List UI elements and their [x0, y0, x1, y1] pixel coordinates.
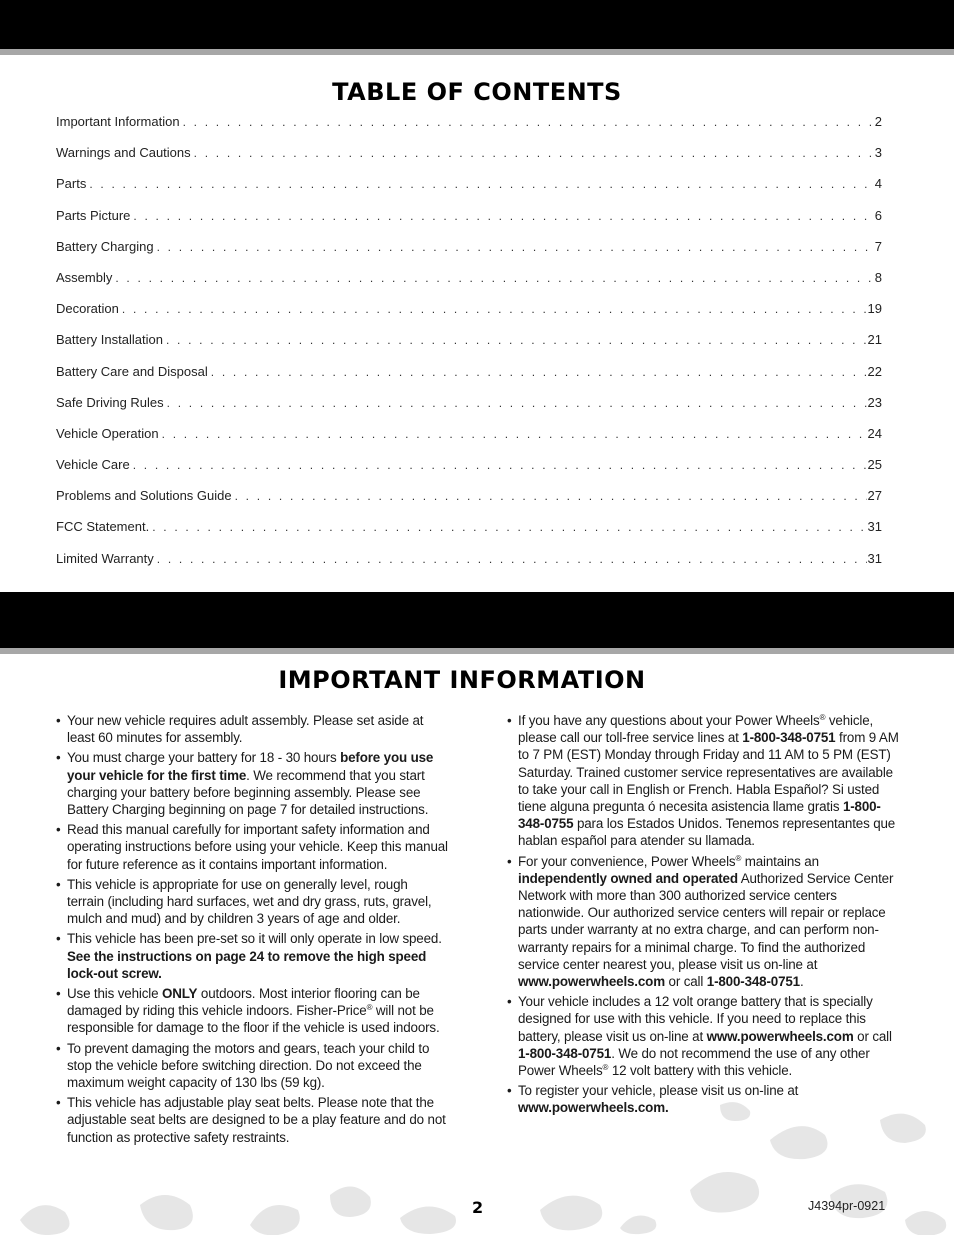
toc-leader-dots — [157, 240, 874, 254]
info-left-column — [56, 712, 448, 1149]
toc-entry[interactable] — [56, 208, 882, 239]
toc-entry-page: 22 — [867, 363, 882, 379]
toc-entry[interactable] — [56, 332, 882, 363]
toc-entry[interactable] — [56, 551, 882, 582]
toc-entry[interactable] — [56, 239, 882, 270]
website-link[interactable]: www.powerwheels.com — [518, 974, 665, 990]
phone-number-link[interactable]: 1-800-348-0751 — [742, 730, 836, 746]
info-bullet: • Your vehicle includes a 12 volt orange battery that is specially designed for use with this vehicle. If you need to replace this battery, please visit us on-line at www.powerwheels.com or call 1-800-348-0751. We do not recommend the use of any other Power Wheels® 12 volt battery with this vehicle. — [507, 993, 903, 1079]
toc-title: TABLE OF CONTENTS — [332, 78, 622, 106]
toc-entry-title: Parts Picture — [56, 207, 131, 223]
toc-leader-dots — [89, 177, 873, 191]
toc-entry-title: Battery Charging — [56, 238, 154, 254]
info-right-column — [507, 712, 903, 1120]
toc-entry-title: Parts — [56, 176, 87, 192]
toc-leader-dots — [166, 333, 867, 347]
toc-entry-page: 4 — [874, 176, 882, 192]
toc-list — [56, 114, 882, 582]
info-bullet: • This vehicle has adjustable play seat belts. Please note that the adjustable seat belts are designed to be a play feature and do not function as protective safety restraints. — [56, 1094, 448, 1146]
toc-entry-title: FCC Statement. — [56, 519, 150, 535]
toc-entry[interactable] — [56, 364, 882, 395]
toc-leader-dots — [167, 396, 867, 410]
toc-leader-dots — [211, 365, 867, 379]
section-divider-stripe — [0, 648, 954, 654]
phone-number-link[interactable]: 1-800-348-0751 — [706, 974, 800, 990]
toc-entry-page: 6 — [874, 207, 882, 223]
toc-leader-dots — [162, 427, 867, 441]
toc-entry-page: 8 — [874, 269, 882, 285]
toc-entry-page: 31 — [867, 550, 882, 566]
toc-entry-title: Limited Warranty — [56, 550, 154, 566]
top-header-stripe — [0, 49, 954, 55]
info-bullet: • This vehicle is appropriate for use on generally level, rough terrain (including hard surfaces, wet and dry grass, ruts, gravel, mulch and mud) and by children 3 years of age and older. — [56, 876, 448, 928]
toc-entry-title: Vehicle Care — [56, 457, 130, 473]
phone-number-link[interactable]: 1-800-348-0755 — [518, 799, 881, 832]
website-link[interactable]: www.powerwheels.com — [706, 1028, 854, 1044]
info-bullet: • This vehicle has been pre-set so it will only operate in low speed. See the instructions on page 24 to remove the high speed lock-out screw. — [56, 930, 448, 982]
toc-entry-title: Problems and Solutions Guide — [56, 488, 232, 504]
document-code: J4394pr-0921 — [808, 1199, 886, 1213]
info-bullet: • To register your vehicle, please visit us on-line at www.powerwheels.com. — [507, 1082, 903, 1116]
toc-entry-page: 19 — [867, 301, 882, 317]
toc-entry-page: 31 — [867, 519, 882, 535]
toc-leader-dots — [194, 146, 874, 160]
toc-leader-dots — [157, 552, 867, 566]
toc-leader-dots — [183, 115, 874, 129]
info-bullet: • Your new vehicle requires adult assembly. Please set aside at least 60 minutes for assembly. — [56, 712, 448, 746]
info-bullet: • Read this manual carefully for important safety information and operating instructions before using your vehicle. Keep this manual for future reference as it contains important information. — [56, 821, 448, 873]
toc-leader-dots — [115, 271, 873, 285]
website-link[interactable]: www.powerwheels.com. — [518, 1100, 669, 1116]
info-bullet: • You must charge your battery for 18 - 30 hours before you use your vehicle for the first time. We recommend that you start charging your battery before beginning assembly. Please see Battery Charging beginning on page 7 for detailed instructions. — [56, 749, 448, 818]
toc-entry-page: 27 — [867, 488, 882, 504]
toc-entry[interactable] — [56, 457, 882, 488]
section-divider-band — [0, 592, 954, 648]
toc-leader-dots — [122, 302, 867, 316]
toc-entry[interactable] — [56, 519, 882, 550]
important-info-title: IMPORTANT INFORMATION — [278, 666, 646, 694]
toc-entry[interactable] — [56, 114, 882, 145]
page-number: 2 — [472, 1198, 484, 1217]
toc-entry[interactable] — [56, 395, 882, 426]
toc-entry-title: Vehicle Operation — [56, 425, 159, 441]
toc-entry[interactable] — [56, 176, 882, 207]
toc-leader-dots — [133, 209, 873, 223]
toc-entry[interactable] — [56, 145, 882, 176]
info-bullet: • Use this vehicle ONLY outdoors. Most interior flooring can be damaged by riding this vehicle indoors. Fisher-Price® will not be responsible for damage to the floor if the vehicle is used indoors. — [56, 985, 448, 1037]
toc-entry-page: 7 — [874, 238, 882, 254]
info-bullet: • For your convenience, Power Wheels® maintains an independently owned and operated Authorized Service Center Network with more than 300 authorized service centers nationwide. Our authorized service centers will repair or replace parts under warranty at no extra charge, and can perform non-warranty repairs for a minimal charge. To find the authorized service center nearest you, please visit us on-line at www.powerwheels.com or call 1-800-348-0751. — [507, 853, 903, 991]
toc-entry-page: 23 — [867, 394, 882, 410]
info-bullet: • To prevent damaging the motors and gears, teach your child to stop the vehicle before switching direction. Do not exceed the maximum weight capacity of 130 lbs (59 kg). — [56, 1040, 448, 1092]
toc-leader-dots — [133, 458, 867, 472]
toc-entry[interactable] — [56, 301, 882, 332]
toc-entry-title: Important Information — [56, 114, 180, 129]
toc-leader-dots — [235, 489, 867, 503]
toc-entry-title: Battery Installation — [56, 332, 163, 348]
toc-entry-title: Decoration — [56, 301, 119, 317]
phone-number-link[interactable]: 1-800-348-0751 — [518, 1045, 612, 1061]
toc-entry-page: 21 — [867, 332, 882, 348]
toc-entry[interactable] — [56, 426, 882, 457]
toc-entry-page: 25 — [867, 457, 882, 473]
toc-entry-title: Battery Care and Disposal — [56, 363, 208, 379]
toc-entry-title: Assembly — [56, 269, 113, 285]
toc-entry-page: 3 — [874, 145, 882, 161]
toc-entry-title: Warnings and Cautions — [56, 145, 191, 161]
top-header-band — [0, 0, 954, 49]
toc-entry[interactable] — [56, 488, 882, 519]
toc-entry[interactable] — [56, 270, 882, 301]
toc-entry-page: 2 — [874, 114, 882, 129]
toc-entry-title: Safe Driving Rules — [56, 394, 164, 410]
toc-entry-page: 24 — [867, 425, 882, 441]
info-bullet: • If you have any questions about your Power Wheels® vehicle, please call our toll-free service lines at 1-800-348-0751 from 9 AM to 7 PM (EST) Monday through Friday and 11 AM to 5 PM (EST) Saturday. Trained customer service representatives are available to take your call in English or French. Habla Español? Si usted tiene alguna pregunta ó necesita asistencia llame gratis 1-800-348-0755 para los Estados Unidos. Tenemos representantes que hablan español para atender su llamada. — [507, 712, 903, 850]
toc-leader-dots — [152, 520, 866, 534]
